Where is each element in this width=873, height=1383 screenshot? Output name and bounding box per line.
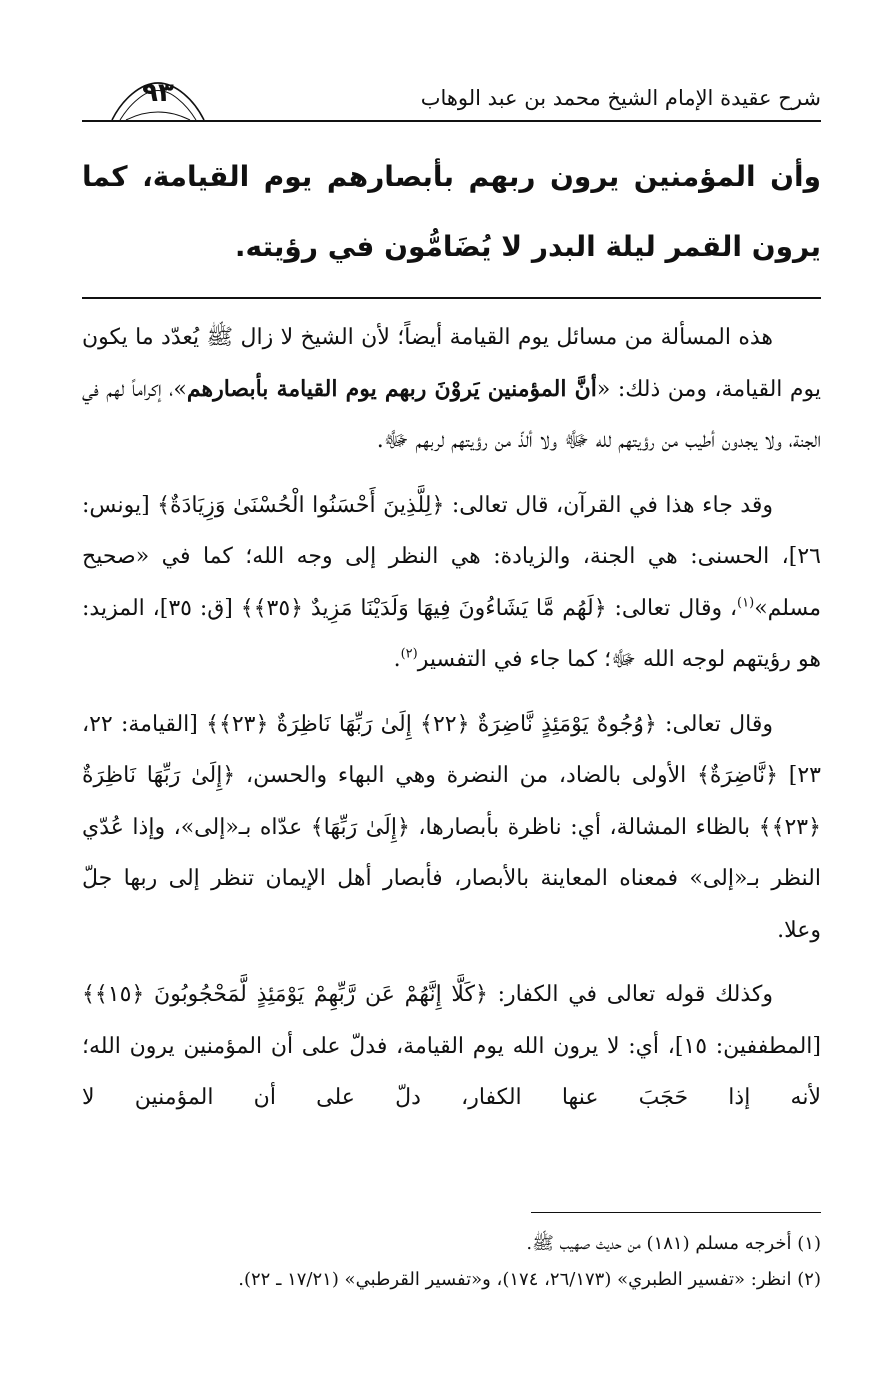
paragraph-2 [82, 480, 821, 686]
footnote-ref-1[interactable]: (١) [737, 595, 755, 611]
creed-statement: وأن المؤمنين يرون ربهم بأبصارهم يوم القيامة، كما يرون القمر ليلة البدر لا يُضَامُّون في رؤيته. [82, 160, 821, 263]
commentary [82, 312, 821, 1124]
header-rule [82, 120, 821, 122]
p1-text-a: هذه المسألة من مسائل يوم القيامة أيضاً؛ لأن الشيخ لا زال ﷺ يُعدّد ما يكون يوم القيامة، ومن ذلك: « [82, 325, 821, 402]
footnote-2: (٢) انظر: «تفسير الطبري» (٢٦/١٧٣، ١٧٤)، و«تفسير القرطبي» (١٧/٢١ ـ ٢٢). [238, 1269, 821, 1290]
p2-text-c: . [393, 647, 401, 672]
footnote-1: (١) أخرجه مسلم (١٨١) من حديث صهيب ﷺ. [526, 1233, 821, 1254]
footnote-ref-2[interactable]: (٢) [400, 646, 418, 662]
footnote-divider [531, 1212, 821, 1213]
statement-divider [82, 297, 821, 299]
p1-quoted-creed: أنَّ المؤمنين يَروْنَ ربهم يوم القيامة بأبصارهم [186, 375, 597, 402]
page-number-badge [110, 74, 206, 120]
paragraph-4: وكذلك قوله تعالى في الكفار: ﴿كَلَّا إِنَّهُمْ عَن رَّبِّهِمْ يَوْمَئِذٍ لَّمَحْجُوبُونَ ﴿١٥﴾﴾ [المطففين: ١٥]، أي: لا يرون الله يوم القيامة، فدلّ على أن المؤمنين يرون الله؛ لأنه إذا حَجَبَ عنها الكفار، دلّ على أن المؤمنين لا [82, 982, 821, 1110]
p2-text-a: وقد جاء هذا في القرآن، قال تعالى: ﴿لِلَّذِينَ أَحْسَنُوا الْحُسْنَىٰ وَزِيَادَةٌ﴾ [يونس: ٢٦]، الحسنى: هي الجنة، والزيادة: هي النظر إلى وجه الله؛ كما في «صحيح مسلم» [82, 492, 821, 621]
running-title: شرح عقيدة الإمام الشيخ محمد بن عبد الوهاب [420, 86, 821, 110]
p1-text-c: »، إكراماً لهم في الجنة، ولا يجدون أطيب من رؤيتهم لله ﷻ ولا ألذّ من رؤيتهم لربهم ﷻ. [82, 376, 821, 453]
page-header [82, 70, 821, 120]
footnotes [82, 1226, 821, 1298]
paragraph-3: وقال تعالى: ﴿وُجُوهٌ يَوْمَئِذٍ نَّاضِرَةٌ ﴿٢٢﴾ إِلَىٰ رَبِّهَا نَاظِرَةٌ ﴿٢٣﴾﴾ [القيامة: ٢٢، ٢٣] ﴿نَّاضِرَةٌ﴾ الأولى بالضاد، من النضرة وهي البهاء والحسن، ﴿إِلَىٰ رَبِّهَا نَاظِرَةٌ ﴿٢٣﴾﴾ بالظاء المشالة، أي: ناظرة بأبصارها، ﴿إِلَىٰ رَبِّهَا﴾ عدّاه بـ«إلى»، وإذا عُدّي النظر بـ«إلى» فمعناه المعاينة بالأبصار، فأبصار أهل الإيمان تنظر إلى ربها جلّ وعلا. [82, 711, 822, 943]
page-number: ٩٣ [142, 78, 174, 108]
paragraph-1 [82, 312, 821, 467]
p2-text-b: ، وقال تعالى: ﴿لَهُم مَّا يَشَاءُونَ فِيهَا وَلَدَيْنَا مَزِيدٌ ﴿٣٥﴾﴾ [ق: ٣٥]، المزيد: هو رؤيتهم لوجه الله ﷻ؛ كما جاء في التفسير [82, 595, 821, 672]
